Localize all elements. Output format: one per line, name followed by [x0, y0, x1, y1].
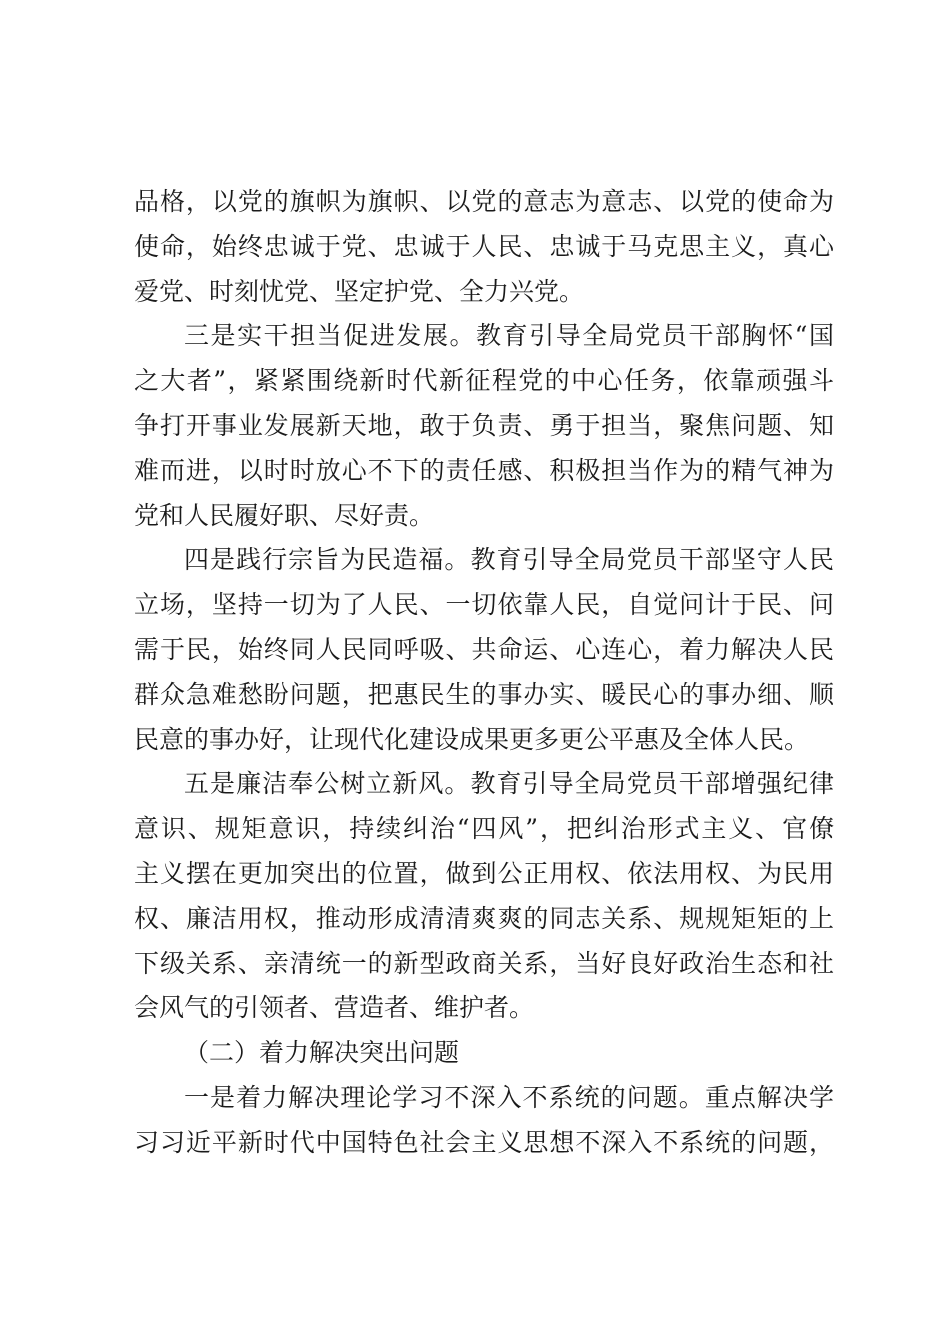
text-line: 爱党、时刻忧党、坚定护党、全力兴党。 [134, 276, 585, 306]
text-line: 之大者”，紧紧围绕新时代新征程党的中心任务，依靠顽强斗 [134, 366, 834, 396]
text-line: 会风气的引领者、营造者、维护者。 [134, 993, 535, 1023]
text-line: 群众急难愁盼问题，把惠民生的事办实、暖民心的事办细、顺 [134, 679, 834, 709]
text-line: 民意的事办好，让现代化建设成果更多更公平惠及全体人民。 [134, 724, 810, 754]
text-line: 四是践行宗旨为民造福。教育引导全局党员干部坚守人民 [184, 545, 834, 575]
text-line: 下级关系、亲清统一的新型政商关系，当好良好政治生态和社 [134, 948, 834, 978]
text-line: 需于民，始终同人民同呼吸、共命运、心连心，着力解决人民 [134, 634, 834, 664]
text-line: 难而进，以时时放心不下的责任感、积极担当作为的精气神为 [134, 455, 834, 485]
text-line: 品格，以党的旗帜为旗帜、以党的意志为意志、以党的使命为 [134, 187, 834, 216]
text-line: 习习近平新时代中国特色社会主义思想不深入不系统的问题， [134, 1127, 834, 1157]
text-line: 五是廉洁奉公树立新风。教育引导全局党员干部增强纪律 [184, 769, 834, 799]
text-line: 权、廉洁用权，推动形成清清爽爽的同志关系、规规矩矩的上 [134, 903, 834, 933]
text-line: 一是着力解决理论学习不深入不系统的问题。重点解决学 [184, 1082, 834, 1112]
text-line: 争打开事业发展新天地，敢于负责、勇于担当，聚焦问题、知 [134, 410, 834, 440]
text-line: 党和人民履好职、尽好责。 [134, 500, 435, 530]
text-line: 使命，始终忠诚于党、忠诚于人民、忠诚于马克思主义，真心 [134, 231, 834, 261]
text-line: 主义摆在更加突出的位置，做到公正用权、依法用权、为民用 [134, 858, 834, 888]
section-heading: （二）着力解决突出问题 [184, 1038, 460, 1068]
text-line: 意识、规矩意识，持续纠治“四风”，把纠治形式主义、官僚 [134, 814, 834, 844]
text-line: 三是实干担当促进发展。教育引导全局党员干部胸怀“国 [184, 321, 834, 351]
document-body [134, 180, 834, 1166]
text-line: 立场，坚持一切为了人民、一切依靠人民，自觉问计于民、问 [134, 590, 834, 620]
